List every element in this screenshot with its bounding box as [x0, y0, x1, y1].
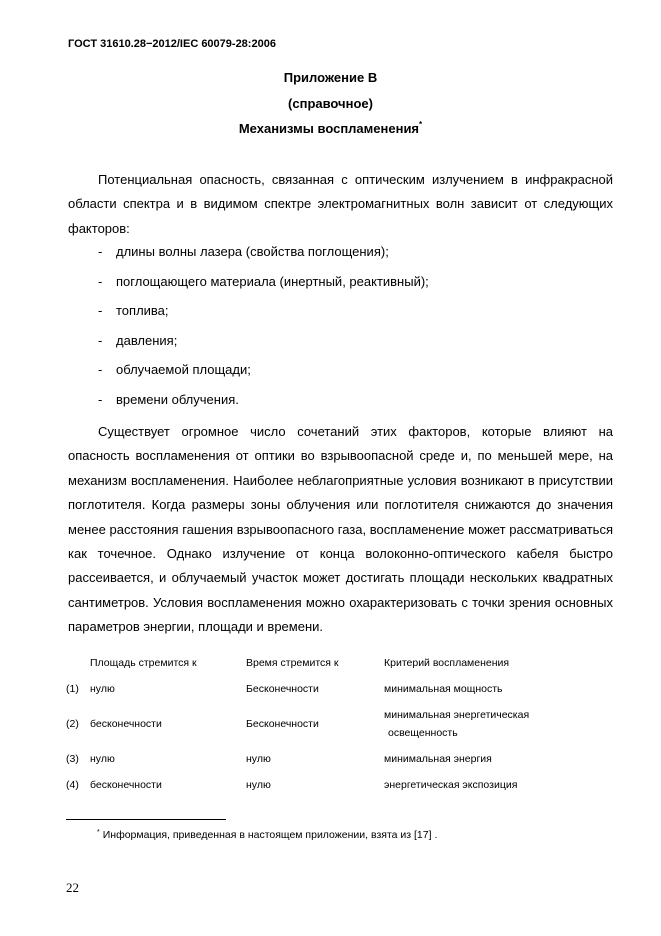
footnote-mark: *	[97, 829, 100, 836]
header-time: Время стремится к	[246, 657, 339, 669]
row-number: (4)	[66, 779, 79, 791]
table-row	[66, 706, 566, 750]
list-item	[98, 333, 429, 363]
list-item-text: топлива;	[116, 303, 169, 319]
header-area: Площадь стремится к	[90, 657, 197, 669]
list-item-text: давления;	[116, 332, 178, 348]
row-number: (1)	[66, 683, 79, 695]
factors-list	[98, 244, 429, 422]
list-item-text: облучаемой площади;	[116, 362, 251, 378]
list-item-text: времени облучения.	[116, 391, 239, 407]
list-dash: -	[98, 332, 103, 348]
table-row	[66, 680, 566, 706]
row-number: (3)	[66, 753, 79, 765]
footnote	[97, 829, 437, 841]
table-row	[66, 776, 566, 802]
row-time: Бесконечности	[246, 683, 319, 695]
header-criterion: Критерий воспламенения	[384, 657, 510, 669]
list-item-text: поглощающего материала (инертный, реактивный);	[116, 273, 429, 289]
list-dash: -	[98, 391, 103, 407]
section-title-text: Механизмы воспламенения	[238, 121, 420, 136]
ignition-criteria-table	[66, 654, 566, 802]
list-item	[98, 274, 429, 304]
table-row	[66, 750, 566, 776]
row-area: нулю	[90, 753, 115, 765]
intro-text: Потенциальная опасность, связанная с оптическим излучением в инфракрасной области спектра и в видимом спектре электромагнитных волн зависит от следующих факторов:	[68, 172, 613, 236]
page-number: 22	[66, 880, 79, 895]
appendix-title: Приложение В	[283, 70, 378, 85]
section-title	[0, 121, 661, 136]
list-dash: -	[98, 362, 103, 378]
list-dash: -	[98, 273, 103, 289]
table-header-row	[66, 654, 566, 680]
list-item-text: длины волны лазера (свойства поглощения);	[116, 244, 389, 259]
row-time: нулю	[246, 779, 271, 791]
body-text: Существует огромное число сочетаний этих факторов, которые влияют на опасность воспламенения от оптики во взрывоопасной среде и, по меньшей мере, на механизм воспламенения. Наиболее неблагоприятные условия возникают в присутствии поглотителя. Когда размеры зоны облучения или поглотителя снижаются до значения менее расстояния гашения взрывоопасного газа, воспламенение может рассматриваться как точечное. Однако излучение от конца волоконно-оптического кабеля быстро рассеивается, и облучаемый участок может достигать площади нескольких квадратных сантиметров. Условия воспламенения можно охарактеризовать с точки зрения основных параметров энергии, площади и времени.	[68, 424, 613, 635]
list-dash: -	[98, 303, 103, 319]
footnote-reference: *	[419, 120, 423, 129]
list-item	[98, 303, 429, 333]
row-criterion: энергетическая экспозиция	[384, 779, 518, 791]
row-criterion	[384, 706, 529, 742]
list-dash: -	[98, 244, 103, 259]
row-time: Бесконечности	[246, 718, 319, 730]
list-item	[98, 392, 429, 422]
footnote-divider	[66, 819, 226, 820]
list-item	[98, 244, 429, 274]
criterion-line-2: освещенность	[388, 727, 458, 739]
body-paragraph	[68, 420, 613, 640]
criterion-line-1: минимальная энергетическая	[384, 709, 530, 721]
list-item	[98, 362, 429, 392]
document-header: ГОСТ 31610.28−2012/IEC 60079-28:2006	[68, 38, 276, 50]
row-number: (2)	[66, 718, 79, 730]
row-area: бесконечности	[90, 779, 162, 791]
appendix-type: (справочное)	[288, 96, 373, 111]
row-area: нулю	[90, 683, 115, 695]
row-criterion: минимальная энергия	[384, 753, 492, 765]
intro-paragraph	[68, 168, 613, 241]
row-criterion: минимальная мощность	[384, 683, 503, 695]
footnote-text: Информация, приведенная в настоящем приложении, взята из [17] .	[102, 829, 438, 841]
row-area: бесконечности	[90, 718, 162, 730]
row-time: нулю	[246, 753, 271, 765]
